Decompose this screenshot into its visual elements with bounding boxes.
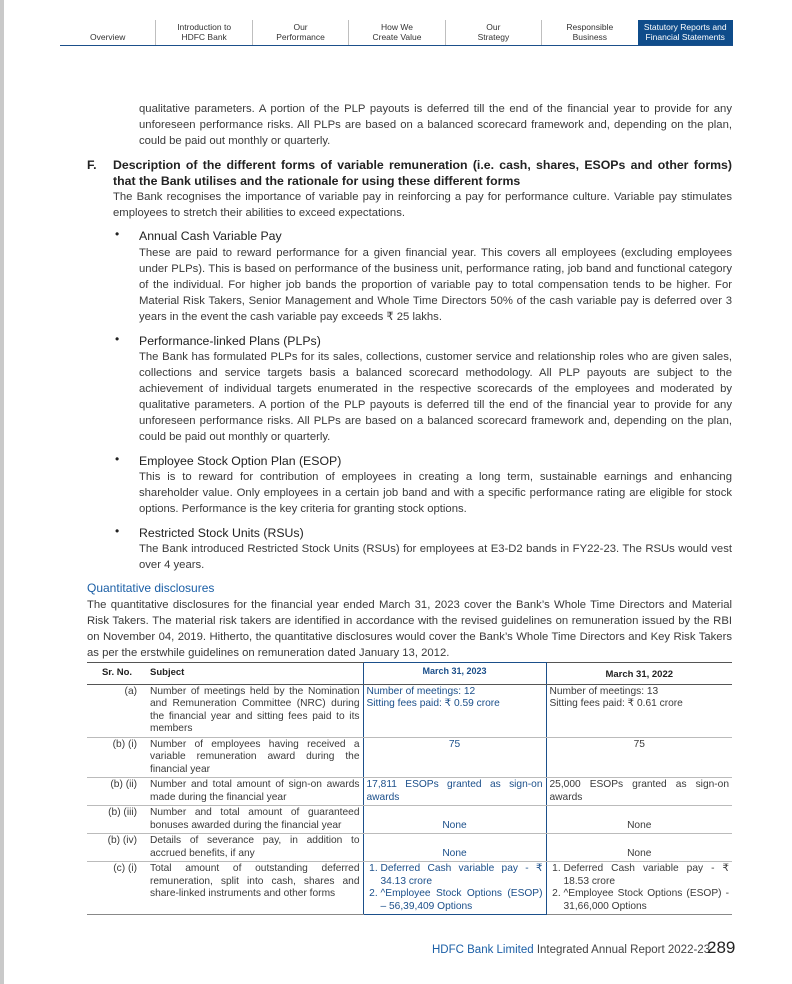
tab-overview[interactable]: Overview bbox=[89, 32, 126, 42]
page-footer bbox=[432, 944, 710, 956]
bullet-title: Restricted Stock Units (RSUs) bbox=[139, 526, 304, 540]
tab-strategy[interactable]: Our Strategy bbox=[445, 20, 541, 45]
section-letter: F. bbox=[87, 158, 97, 172]
tab-create-value[interactable]: How We Create Value bbox=[348, 20, 444, 45]
section-body: The Bank recognises the importance of variable pay in reinforcing a pay for performance culture. Variable pay stimulates employees to stretch their abilities to exceed expectations. bbox=[113, 191, 732, 219]
header-fy22: March 31, 2022 bbox=[546, 663, 732, 685]
header-subject: Subject bbox=[147, 663, 363, 685]
table-row: (b) (iv) Details of severance pay, in addition to accrued benefits, if any None None bbox=[87, 834, 732, 862]
tab-responsible-business[interactable]: Responsible Business bbox=[541, 20, 637, 45]
bullet-title: Performance-linked Plans (PLPs) bbox=[139, 334, 321, 348]
bullet-title: Annual Cash Variable Pay bbox=[139, 229, 282, 243]
deferred-list-fy23: 1. Deferred Cash variable pay - ₹ 34.13 crore 2. ^Employee Stock Options (ESOP) – 56,39,409 Options bbox=[367, 863, 543, 913]
bullet-title: Employee Stock Option Plan (ESOP) bbox=[139, 454, 342, 468]
section-heading: Description of the different forms of variable remuneration (i.e. cash, shares, ESOPs and other forms) that the Bank utilises and the rationale for using these different forms bbox=[113, 158, 732, 188]
bullet-icon: • bbox=[115, 332, 120, 346]
table-row: (a) Number of meetings held by the Nomination and Remuneration Committee (NRC) during the financial year and sitting fees paid to its members Number of meetings: 12 Sitting fees paid: ₹ 0.59 crore Number of meetings: 13 Sitting fees paid: ₹ 0.61 crore bbox=[87, 684, 732, 737]
table-header-row bbox=[87, 663, 732, 685]
remuneration-table bbox=[87, 662, 732, 915]
header-sr-no: Sr. No. bbox=[87, 663, 147, 685]
bullet-icon: • bbox=[115, 524, 120, 538]
bullet-body: The Bank has formulated PLPs for its sales, collections, customer service and relationship roles who are given sales, collections and service targets basis a balanced scorecard methodology. All PLP payouts are subject to the achievement of individual targets enumerated in the respective scorecards of the employees and moderated by qualitative parameters. A portion of the PLP payouts is deferred till the end of the financial year to provide for any unforeseen performance risks. All PLPs are based on a balanced scorecard framework and, depending on the plan, could be paid out monthly or quarterly. bbox=[139, 351, 732, 443]
table-row: (b) (ii) Number and total amount of sign-on awards made during the financial year 17,811 ESOPs granted as sign-on awards 25,000 ESOPs granted as sign-on awards bbox=[87, 778, 732, 806]
intro-paragraph: qualitative parameters. A portion of the PLP payouts is deferred till the end of the financial year to provide for any unforeseen performance risks. All PLPs are based on a balanced scorecard framework and, depending on the plan, could be paid out monthly or quarterly. bbox=[139, 103, 732, 147]
quantitative-body: The quantitative disclosures for the financial year ended March 31, 2023 cover the Bank’s Whole Time Directors and Material Risk Takers. The material risk takers are identified in accordance with the revised guidelines on remuneration issued by the RBI on November 04, 2019. Hitherto, the quantitative disclosures would cover the Bank’s Whole Time Directors and Key Risk Takers as per the erstwhile guidelines on remuneration dated January 13, 2012. bbox=[87, 599, 732, 659]
tab-introduction[interactable]: Introduction to HDFC Bank bbox=[155, 20, 251, 45]
section-nav bbox=[60, 20, 733, 46]
table-row: (b) (i) Number of employees having received a variable remuneration award during the financial year 75 75 bbox=[87, 737, 732, 778]
page-edge-strip bbox=[0, 0, 4, 984]
footer-brand: HDFC Bank Limited bbox=[432, 944, 534, 956]
table-row: (c) (i) Total amount of outstanding deferred remuneration, split into cash, shares and share-linked instruments and other forms 1. Deferred Cash variable pay - ₹ 34.13 crore 2. ^Employee Stock Options (ESOP) – 56,39,409 Options 1. Deferred Cash variable pay - ₹ 18.53 crore 2. ^Employee Stock Options (ESOP) - 31,66,000 Options bbox=[87, 862, 732, 915]
bullet-body: This is to reward for contribution of employees in creating a long term, sustainable earnings and enhancing shareholder value. Only employees in a certain job band and with a specific performance rating are eligible for stock options. Performance is the key criteria for granting stock options. bbox=[139, 471, 732, 515]
bullet-body: These are paid to reward performance for a given financial year. This covers all employees (excluding employees under PLPs). This is based on performance of the business unit, performance rating, job band and functional category of the individual. For higher job bands the proportion of variable pay to total compensation tends to be higher. For Material Risk Takers, Senior Management and Whole Time Directors 50% of the cash variable pay is deferred over 3 years in the event the cash variable pay exceeds ₹ 25 lakhs. bbox=[139, 247, 732, 323]
table-row: (b) (iii) Number and total amount of guaranteed bonuses awarded during the financial year None None bbox=[87, 806, 732, 834]
bullet-icon: • bbox=[115, 227, 120, 241]
tab-performance[interactable]: Our Performance bbox=[252, 20, 348, 45]
tab-statutory-reports[interactable]: Statutory Reports and Financial Statements bbox=[638, 20, 733, 45]
deferred-list-fy22: 1. Deferred Cash variable pay - ₹ 18.53 crore 2. ^Employee Stock Options (ESOP) - 31,66,000 Options bbox=[550, 863, 730, 913]
footer-report: Integrated Annual Report 2022-23 bbox=[533, 944, 711, 956]
quantitative-title: Quantitative disclosures bbox=[87, 581, 215, 595]
page-number: 289 bbox=[707, 938, 736, 957]
bullet-icon: • bbox=[115, 452, 120, 466]
header-fy23: March 31, 2023 bbox=[363, 663, 546, 685]
bullet-body: The Bank introduced Restricted Stock Units (RSUs) for employees at E3-D2 bands in FY22-23. The RSUs would vest over 4 years. bbox=[139, 543, 732, 571]
